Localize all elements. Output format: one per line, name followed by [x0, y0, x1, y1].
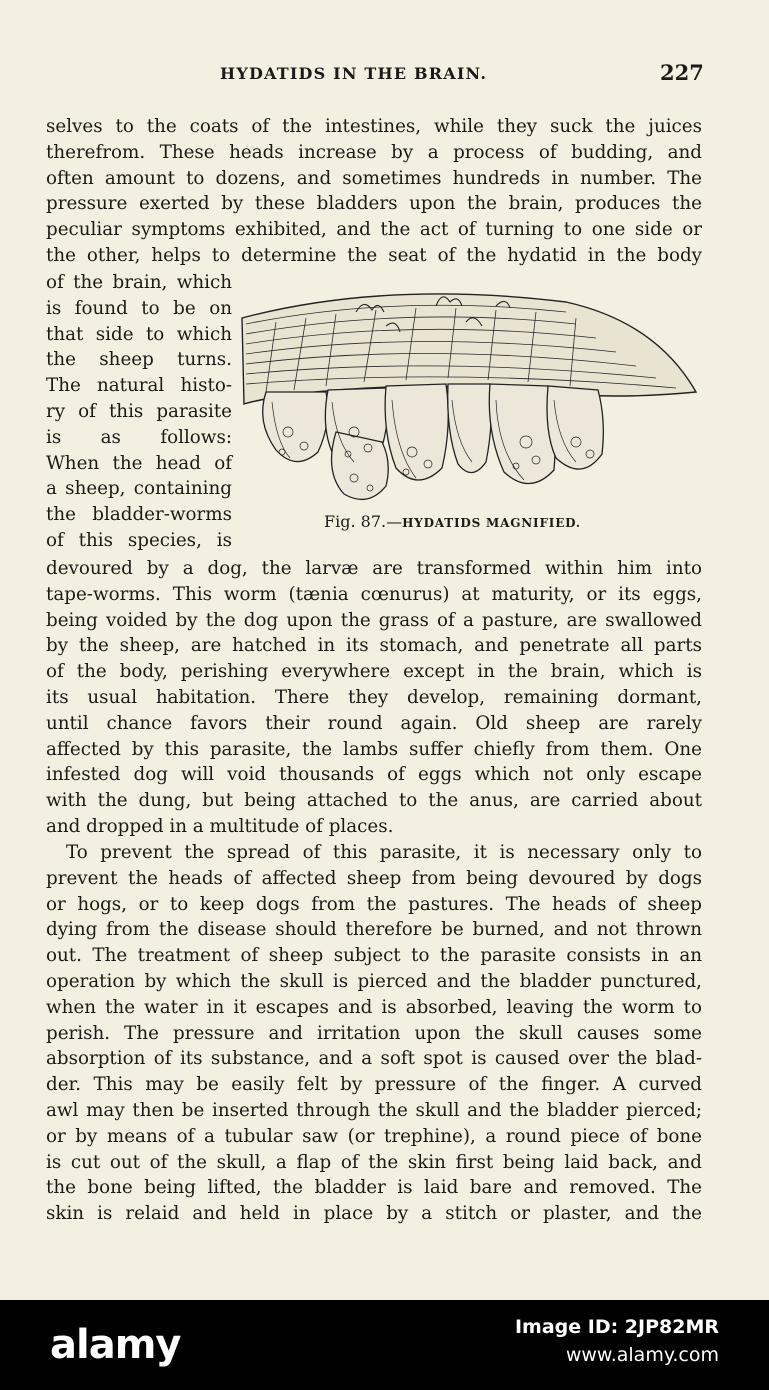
text-line: a sheep, containing: [46, 478, 232, 500]
text-line: the bladder-worms: [46, 504, 232, 526]
text-line: when the water in it escapes and is absorbed, leaving the worm to: [46, 996, 702, 1018]
caption-title: HYDATIDS MAGNIFIED.: [402, 516, 581, 530]
text-line: dying from the disease should therefore be burned, and not thrown: [46, 919, 702, 941]
text-line: and dropped in a multitude of places.: [46, 815, 394, 837]
text-line: or by means of a tubular saw (or trephine), a round piece of bone: [46, 1125, 702, 1147]
text-line: perish. The pressure and irritation upon the skull causes some: [46, 1022, 702, 1044]
figure-hydatids: [236, 282, 702, 542]
text-line: selves to the coats of the intestines, while they suck the juices: [46, 116, 702, 137]
text-line: out. The treatment of sheep subject to the parasite consists in an: [46, 945, 702, 967]
text-line: by the sheep, are hatched in its stomach, and penetrate all parts: [46, 635, 702, 657]
text-line: devoured by a dog, the larvæ are transformed within him into: [46, 558, 702, 579]
text-line: is as follows:: [46, 426, 232, 448]
text-line: skin is relaid and held in place by a stitch or plaster, and the: [46, 1203, 702, 1225]
text-line: prevent the heads of affected sheep from being devoured by dogs: [46, 867, 702, 889]
text-line: ry of this parasite: [46, 400, 232, 422]
text-line: When the head of: [46, 452, 232, 474]
text-line: therefrom. These heads increase by a process of budding, and: [46, 141, 702, 163]
running-title: HYDATIDS IN THE BRAIN.: [220, 64, 488, 83]
stock-url: www.alamy.com: [565, 1344, 719, 1366]
figure-caption: [324, 512, 581, 531]
text-line: the sheep turns.: [46, 349, 232, 371]
page-number: 227: [660, 60, 704, 85]
caption-prefix: Fig. 87.—: [324, 512, 403, 531]
hydatids-illustration: [236, 282, 702, 507]
text-line: To prevent the spread of this parasite, it is necessary only to: [66, 842, 702, 863]
text-line: operation by which the skull is pierced and the bladder punctured,: [46, 970, 702, 992]
text-line: absorption of its substance, and a soft spot is caused over the blad-: [46, 1048, 702, 1070]
text-line: often amount to dozens, and sometimes hundreds in number. The: [46, 167, 702, 189]
text-line: that side to which: [46, 323, 232, 345]
text-line: der. This may be easily felt by pressure of the finger. A curved: [46, 1074, 702, 1096]
text-line: pressure exerted by these bladders upon the brain, produces the: [46, 193, 702, 215]
alamy-logo: alamy: [50, 1322, 181, 1368]
text-line: affected by this parasite, the lambs suffer chiefly from them. One: [46, 738, 702, 760]
text-line: The natural histo-: [46, 375, 232, 397]
paragraph-1: [46, 556, 702, 840]
text-line: the bone being lifted, the bladder is laid bare and removed. The: [46, 1177, 702, 1199]
text-line: of the brain, which: [46, 272, 232, 293]
text-line: or hogs, or to keep dogs from the pastures. The heads of sheep: [46, 893, 702, 915]
text-line: its usual habitation. There they develop, remaining dormant,: [46, 686, 702, 708]
text-line: peculiar symptoms exhibited, and the act of turning to one side or: [46, 219, 702, 241]
text-line: is found to be on: [46, 297, 232, 319]
text-line: of the body, perishing everywhere except in the brain, which is: [46, 661, 702, 683]
top-text: [46, 114, 702, 269]
text-line: until chance favors their round again. Old sheep are rarely: [46, 712, 702, 734]
text-line: with the dung, but being attached to the anus, are carried about: [46, 790, 702, 812]
image-id: Image ID: 2JP82MR: [514, 1316, 719, 1338]
stock-footer: [0, 1300, 769, 1390]
running-head: [0, 62, 769, 86]
text-line: is cut out of the skull, a flap of the skin first being laid back, and: [46, 1151, 702, 1173]
text-line: being voided by the dog upon the grass of a pasture, are swallowed: [46, 609, 702, 631]
paragraph-2: [46, 840, 702, 1227]
text-line: infested dog will void thousands of eggs which not only escape: [46, 764, 702, 786]
text-line: of this species, is: [46, 529, 232, 551]
text-line: the other, helps to determine the seat of the hydatid in the body: [46, 244, 702, 266]
side-column-text: [46, 270, 232, 554]
text-line: tape-worms. This worm (tænia cœnurus) at maturity, or its eggs,: [46, 583, 702, 605]
text-line: awl may then be inserted through the skull and the bladder pierced;: [46, 1099, 702, 1121]
